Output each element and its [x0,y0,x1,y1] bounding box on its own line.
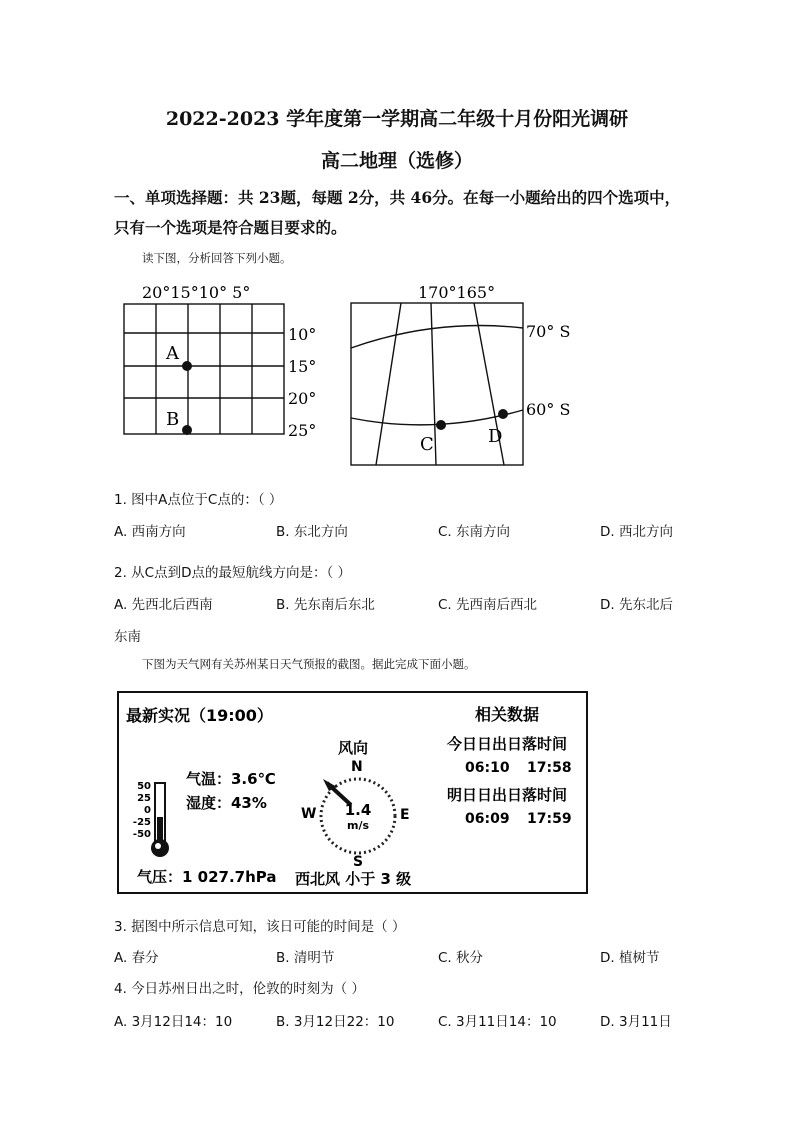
point-a-marker [182,361,192,371]
question-3-option-d: D. 植树节 [600,950,660,966]
thermo-tick-50: 50 [137,781,151,792]
thermo-tick-minus-25: -25 [132,817,151,828]
wind-description: 西北风 小于 3 级 [295,870,412,888]
question-2-option-b: B. 先东南后东北 [276,597,375,613]
today-sun-label: 今日日出日落时间 [447,735,568,753]
map2-lat-label-70s: 70° S [526,322,571,341]
question-1-stem: 1. 图中A点位于C点的：（ ） [114,492,283,508]
thermo-tick-25: 25 [137,793,151,804]
map1-lat-label-10: 10° [288,325,317,344]
question-2-stem: 2. 从C点到D点的最短航线方向是：（ ） [114,565,352,581]
map2-longitude-labels: 170°165° [418,283,496,302]
question-3-option-a: A. 春分 [114,950,159,966]
tomorrow-sun-label: 明日日出日落时间 [447,786,568,804]
map1-longitude-labels: 20°15°10° 5° [142,283,251,302]
question-2-option-d-wrap: 东南 [114,629,141,645]
map-grid-figure [118,280,338,470]
thermo-tick-0: 0 [144,805,151,816]
map1-lat-label-20: 20° [288,389,317,408]
compass-north: N [351,759,363,775]
question-4-option-d: D. 3月11日 [600,1014,672,1030]
compass-east: E [400,807,410,823]
map1-lat-label-25: 25° [288,421,317,440]
point-c-label: C [420,434,434,455]
weather-report-figure [117,691,589,895]
section-heading-line1: 一、单项选择题：共 23题，每题 2分，共 46分。在每一小题给出的四个选项中， [114,188,681,207]
weather-header: 最新实况（19:00） [126,706,273,725]
question-3-option-c: C. 秋分 [438,950,484,966]
question-3-stem: 3. 据图中所示信息可知，该日可能的时间是（ ） [114,919,406,935]
point-b-label: B [166,409,180,430]
wind-speed-value: 1.4 [344,801,372,819]
question-1-option-d: D. 西北方向 [600,524,673,540]
intro-text-2: 下图为天气网有关苏州某日天气预报的截图。据此完成下面小题。 [142,657,476,671]
question-2-option-d: D. 先东北后 [600,597,673,613]
section-heading-line2: 只有一个选项是符合题目要求的。 [114,218,347,237]
today-sunrise: 06:10 [465,760,510,776]
question-1-option-c: C. 东南方向 [438,524,511,540]
wind-title: 风向 [338,739,369,757]
map-polar-figure [346,280,596,470]
point-d-marker [498,409,508,419]
today-sunset: 17:58 [527,760,572,776]
map1-grid-lines [124,304,284,434]
map2-lat-label-60s: 60° S [526,400,571,419]
question-3-option-b: B. 清明节 [276,950,335,966]
page-title: 2022-2023 学年度第一学期高二年级十月份阳光调研 [165,108,629,130]
wind-speed-unit: m/s [346,819,370,832]
compass-west: W [301,806,317,822]
question-4-option-a: A. 3月12日14：10 [114,1014,233,1030]
humidity-value: 湿度：43% [186,794,267,812]
thermo-tick-minus-50: -50 [132,829,151,840]
point-d-label: D [488,426,503,447]
related-data-heading: 相关数据 [475,705,540,724]
question-1-option-b: B. 东北方向 [276,524,348,540]
tomorrow-sunrise: 06:09 [465,811,510,827]
question-1-option-a: A. 西南方向 [114,524,186,540]
intro-text-1: 读下图，分析回答下列小题。 [142,251,292,265]
question-4-stem: 4. 今日苏州日出之时，伦敦的时刻为（ ） [114,981,365,997]
point-a-label: A [166,343,179,364]
page-subtitle: 高二地理（选修） [320,150,473,172]
map1-lat-label-15: 15° [288,357,317,376]
question-4-option-b: B. 3月12日22：10 [276,1014,395,1030]
tomorrow-sunset: 17:59 [527,811,572,827]
point-c-marker [436,420,446,430]
question-4-option-c: C. 3月11日14：10 [438,1014,557,1030]
question-2-option-c: C. 先西南后西北 [438,597,538,613]
compass-south: S [353,854,364,870]
point-b-marker [182,425,192,435]
question-2-option-a: A. 先西北后西南 [114,597,213,613]
temperature-value: 气温：3.6℃ [186,770,276,788]
pressure-value: 气压：1 027.7hPa [137,868,277,886]
